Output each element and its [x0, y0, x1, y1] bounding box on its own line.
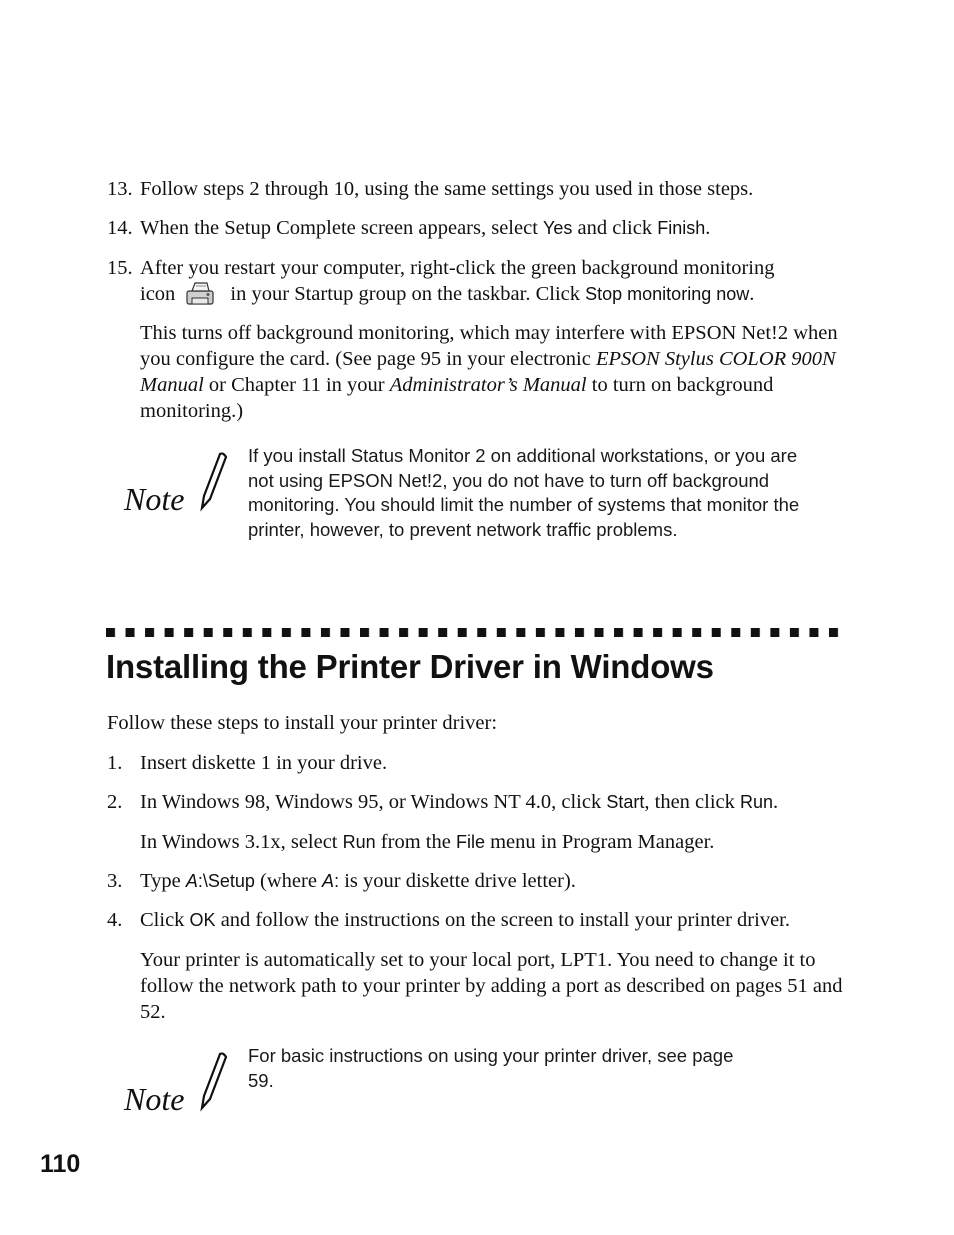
step-4-post: and follow the instructions on the screen to install your printer driver.	[215, 909, 791, 931]
note2-text: For basic instructions on using your printer driver, see page 59.	[248, 1045, 734, 1091]
run-menu-item-label: Run	[342, 832, 376, 852]
step-2-pre: In Windows 98, Windows 95, or Windows NT 4.0, click	[140, 791, 607, 813]
section-dotted-rule	[106, 628, 848, 637]
step-3-mid: (where	[254, 870, 323, 892]
drive-colon: :	[334, 871, 340, 891]
step-2b-post: menu in Program Manager.	[484, 831, 715, 853]
drive-letter-a-ref: A	[322, 871, 335, 891]
note-icon	[122, 448, 232, 523]
step-3-number: 3.	[107, 870, 123, 892]
step-15-line1: After you restart your computer, right-click the green background monitoring	[140, 257, 775, 279]
step-13-number: 13.	[107, 178, 133, 200]
note2-label: Note	[124, 1081, 185, 1117]
step-14-number: 14.	[107, 217, 133, 239]
file-menu-label: File	[455, 832, 485, 852]
monitoring-icon-wrapper	[175, 284, 225, 306]
step-2b-mid: from the	[375, 831, 456, 853]
step-4b-text: Your printer is automatically set to your local port, LPT1. You need to change it to follow the network path to your printer by adding a port as described on pages 51 and 52.	[140, 949, 843, 1023]
step-1-number: 1.	[107, 752, 123, 774]
step-2-text	[140, 789, 850, 815]
step-3-pre: Type	[140, 870, 186, 892]
setup-path: :\Setup	[197, 871, 255, 891]
bg-italic-2: Administrator’s Manual	[389, 374, 587, 396]
note1-label: Note	[124, 481, 185, 517]
note1-text: If you install Status Monitor 2 on additional workstations, or you are not using EPSON Net!2, you do not have to turn off background monitoring. You should limit the number of systems that monitor the printer, however, to prevent network traffic problems.	[248, 445, 800, 540]
step-15-mid: in your Startup group on the taskbar. Click	[225, 283, 586, 305]
intro-text: Follow these steps to install your printer driver:	[107, 712, 498, 734]
step-14-text	[140, 215, 850, 241]
drive-letter-a: A	[185, 871, 198, 891]
yes-option-label: Yes	[543, 218, 573, 238]
bg-text-3: to turn on background monitoring.)	[140, 374, 774, 422]
bg-text-2: or Chapter 11 in your	[203, 374, 390, 396]
step-2-mid: , then click	[644, 791, 741, 813]
bg-text-1: This turns off background monitoring, which may interfere with EPSON Net!2 when you configure the card. (See page 95 in your electronic	[140, 322, 838, 370]
finish-button-label: Finish	[657, 218, 706, 238]
bg-italic-1: EPSON Stylus COLOR 900N Manual	[140, 348, 836, 396]
step-15-line2	[140, 281, 850, 307]
page-number: 110	[40, 1150, 81, 1178]
background-monitoring-paragraph	[140, 320, 852, 424]
printer-monitor-icon	[184, 280, 216, 308]
step-15-post: .	[749, 283, 755, 305]
step-14-pre: When the Setup Complete screen appears, select	[140, 217, 544, 239]
step-3-text	[140, 868, 850, 894]
run-command-label: Run	[740, 792, 774, 812]
step-13-text: Follow steps 2 through 10, using the same settings you used in those steps.	[140, 178, 754, 200]
note-icon	[122, 1048, 232, 1123]
step-2-post: .	[773, 791, 779, 813]
step-3-post: is your diskette drive letter).	[339, 870, 576, 892]
step-15-number: 15.	[107, 257, 133, 279]
step-4-pre: Click	[140, 909, 190, 931]
start-button-label: Start	[606, 792, 645, 812]
step-4-text	[140, 907, 850, 933]
step-2-number: 2.	[107, 791, 123, 813]
section-heading: Installing the Printer Driver in Windows	[106, 648, 714, 685]
step-2b-pre: In Windows 3.1x, select	[140, 831, 343, 853]
stop-monitoring-now-label: Stop monitoring now	[585, 284, 750, 304]
step-14-post: .	[705, 217, 711, 239]
step-2b-text	[140, 829, 850, 855]
setup-command	[186, 871, 255, 891]
ok-button-label: OK	[189, 910, 216, 930]
step-4-number: 4.	[107, 909, 123, 931]
drive-letter-ref	[322, 871, 339, 891]
step-14-mid: and click	[572, 217, 658, 239]
step-1-text: Insert diskette 1 in your drive.	[140, 752, 388, 774]
step-15-icon-word: icon	[140, 283, 176, 305]
